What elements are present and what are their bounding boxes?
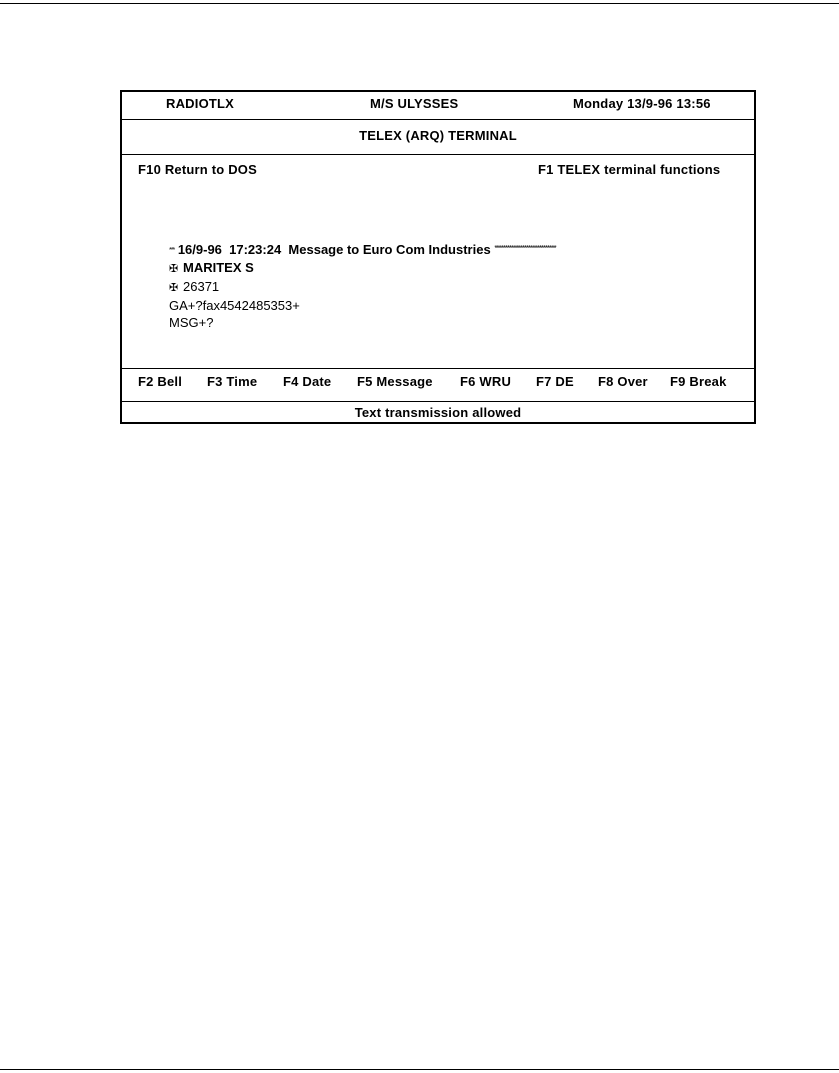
telex-terminal-window [120,90,756,424]
return-to-dos-key[interactable]: F10 Return to DOS [138,162,257,177]
header-datetime: Monday 13/9-96 13:56 [573,96,711,111]
terminal-title: TELEX (ARQ) TERMINAL [359,128,517,143]
page-top-rule [0,3,839,4]
cross-icon: ✠ [169,282,179,294]
divider [122,119,754,120]
f7-de-key[interactable]: F7 DE [536,374,574,389]
divider [122,154,754,155]
divider [122,401,754,402]
message-line [169,278,556,297]
telex-message [169,240,556,331]
message-line: GA+?fax4542485353+ [169,298,300,313]
message-subject: Message to Euro Com Industries [288,242,491,257]
function-key-bar [122,374,754,392]
message-trailer: ***************************** [494,244,556,253]
message-line-text: 26371 [183,279,220,294]
divider [122,368,754,369]
f3-time-key[interactable]: F3 Time [207,374,258,389]
vessel-name: M/S ULYSSES [370,96,459,111]
message-line [169,259,556,278]
function-row [122,162,754,180]
app-name: RADIOTLX [166,96,235,111]
telex-functions-key[interactable]: F1 TELEX terminal functions [538,162,721,177]
message-line: MSG+? [169,315,214,330]
transmission-status: Text transmission allowed [354,405,522,420]
f4-date-key[interactable]: F4 Date [283,374,332,389]
f9-break-key[interactable]: F9 Break [670,374,727,389]
f8-over-key[interactable]: F8 Over [598,374,648,389]
page-bottom-rule [0,1069,839,1070]
message-line-text: MARITEX S [183,260,254,275]
message-date: 16/9-96 [177,242,222,257]
message-header-line [169,240,556,259]
f6-wru-key[interactable]: F6 WRU [460,374,512,389]
f5-message-key[interactable]: F5 Message [357,374,433,389]
message-time: 17:23:24 [229,242,282,257]
message-prefix: *** [169,247,175,254]
f2-bell-key[interactable]: F2 Bell [138,374,183,389]
cross-icon: ✠ [169,263,179,275]
terminal-header [122,96,754,114]
